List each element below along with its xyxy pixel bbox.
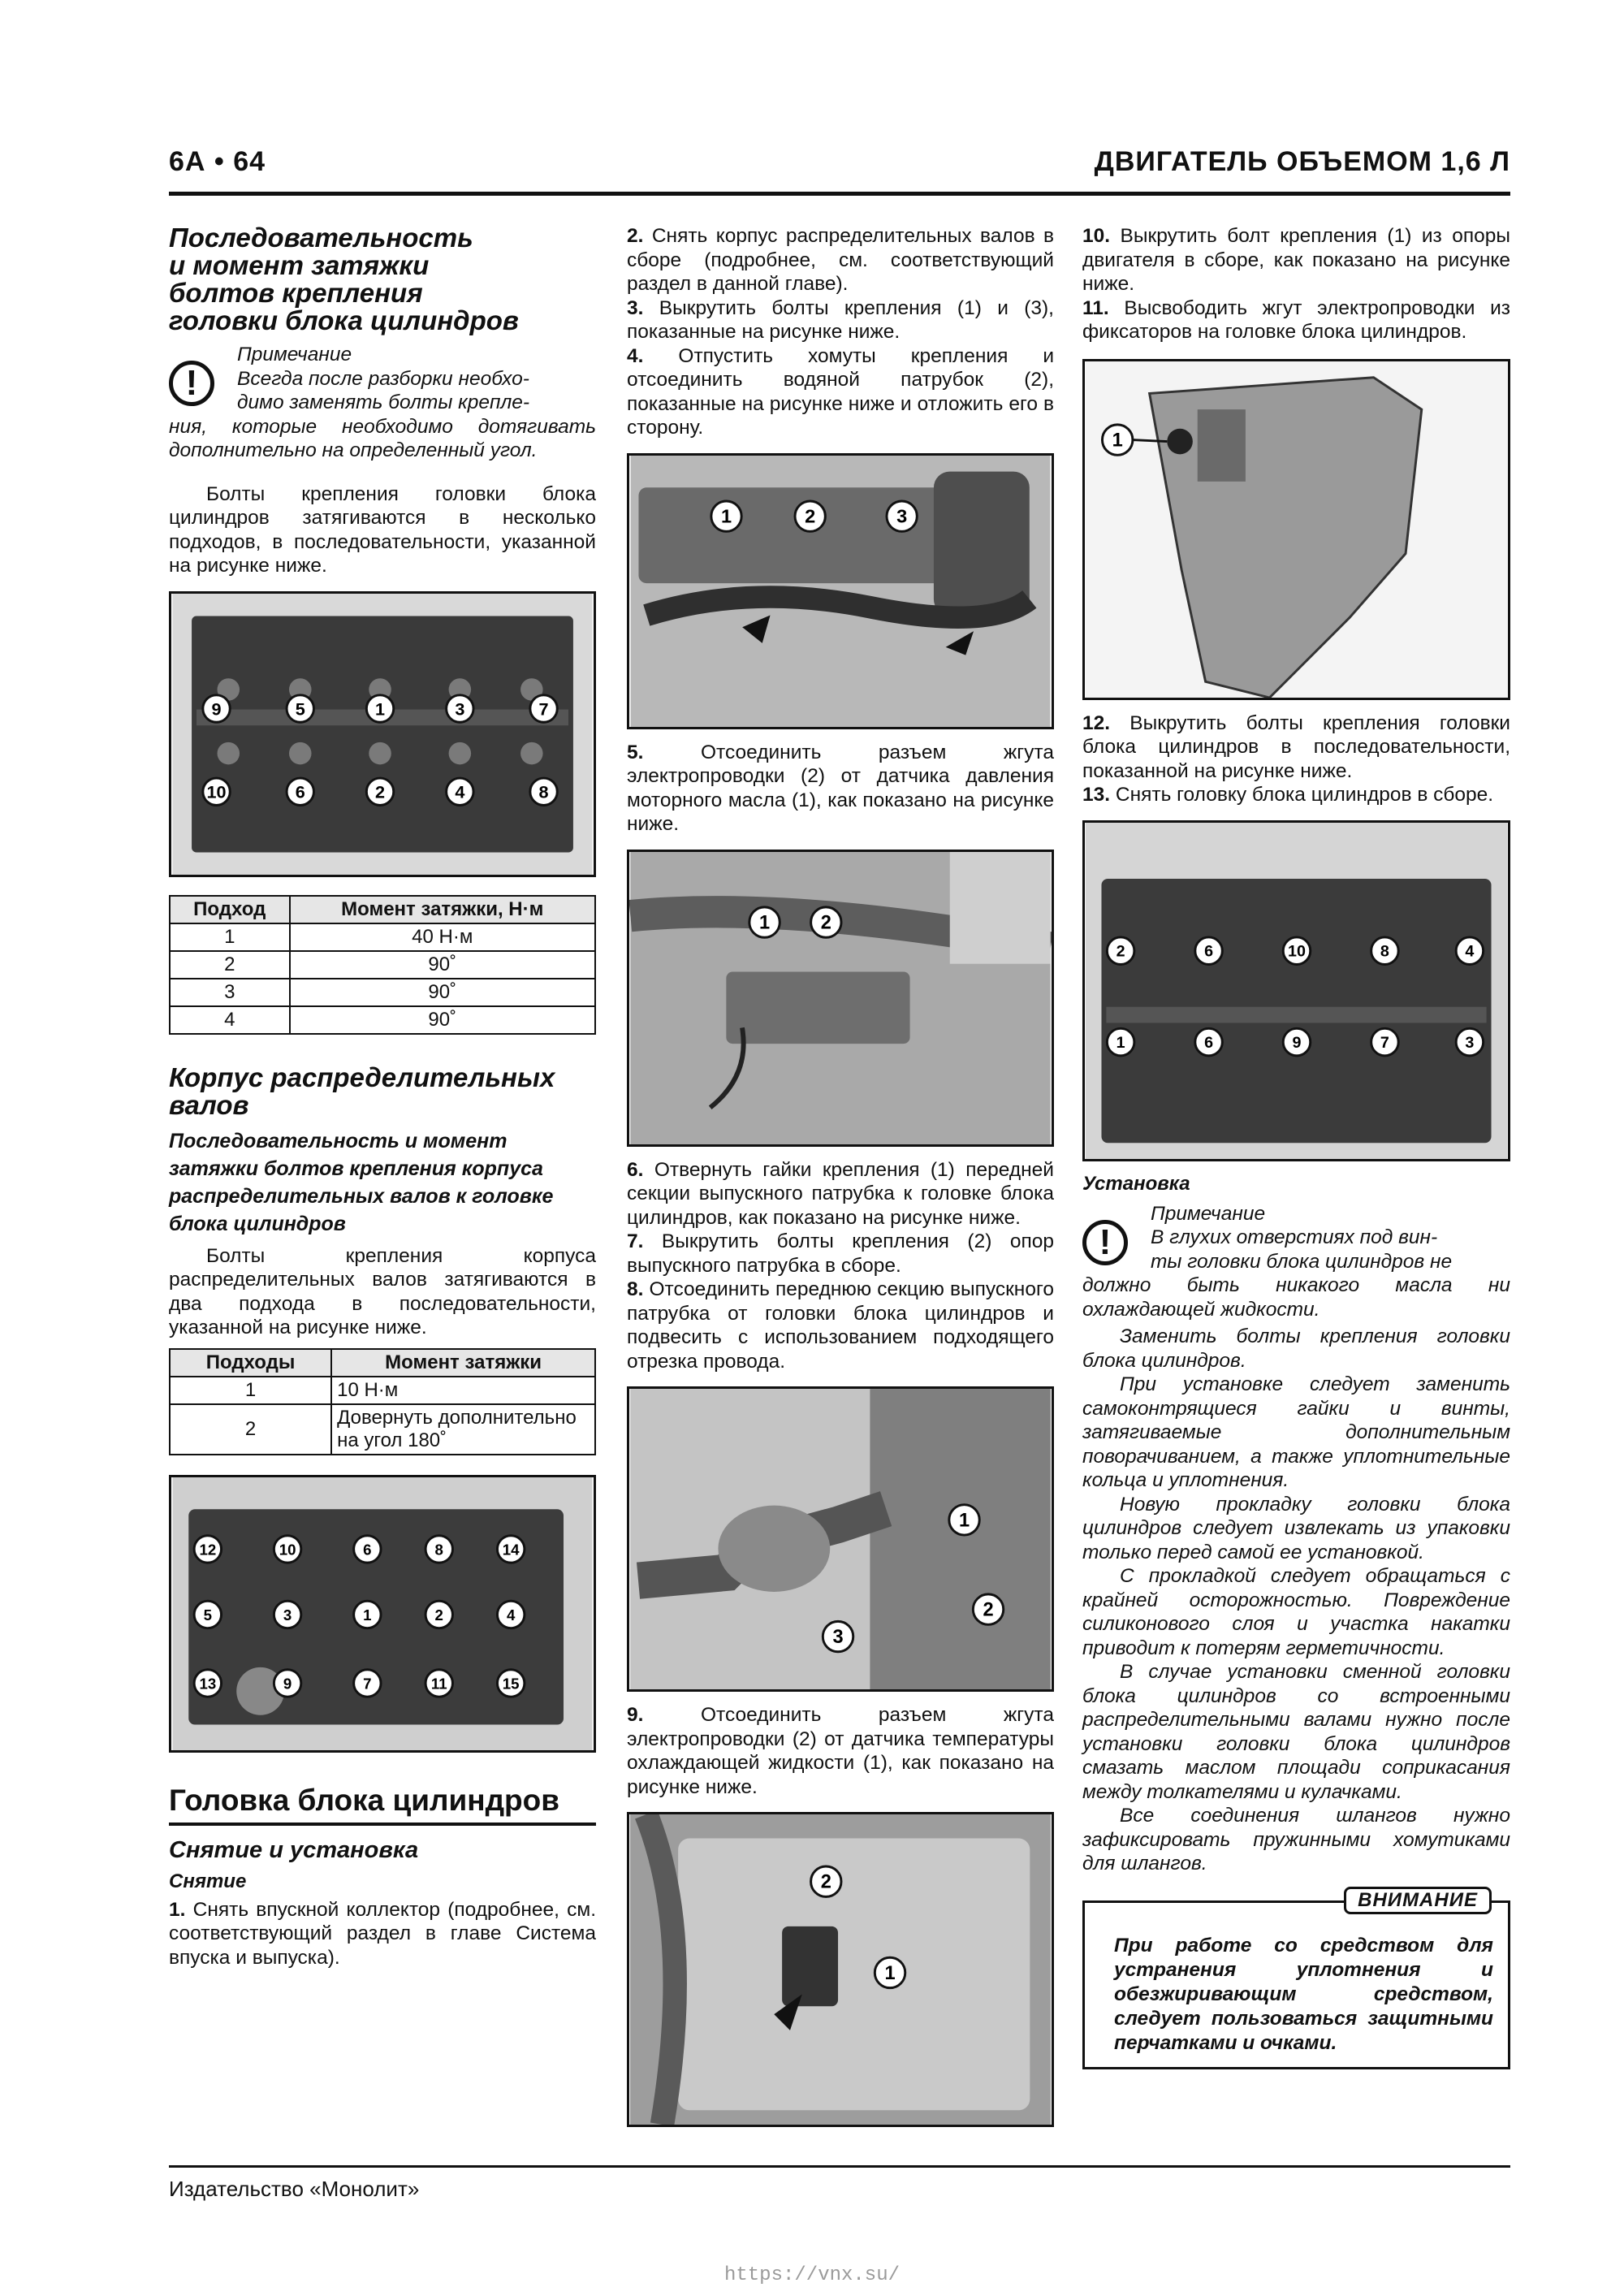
svg-text:10: 10 (1288, 942, 1306, 961)
header-rule (169, 192, 1510, 196)
svg-text:9: 9 (1292, 1033, 1302, 1052)
callout-10 (274, 1535, 300, 1562)
callout-4 (1456, 936, 1484, 964)
svg-text:7: 7 (538, 698, 549, 719)
figure-head-removal-sequence (1082, 820, 1510, 1161)
callout-2 (425, 1601, 452, 1628)
paragraph: С прокладкой следует обращаться с крайней осторожностью. Повреждение силиконового слоя и участка накатки приводит к потерям герметичности. (1082, 1565, 1510, 1659)
svg-text:2: 2 (983, 1599, 994, 1621)
step-8: 8. Отсоединить переднюю секцию выпускного патрубка от головки блока цилиндров и подвесить с использованием подходящего отрезка провода. (627, 1278, 1054, 1373)
callout-12 (194, 1535, 221, 1562)
callout-2 (1107, 936, 1134, 964)
callout-2 (811, 906, 841, 936)
svg-text:8: 8 (1380, 942, 1389, 961)
figure-coolant-temp-sensor (627, 1812, 1054, 2127)
svg-text:4: 4 (1465, 942, 1475, 961)
watermark-url[interactable]: https://vnx.su/ (723, 2264, 901, 2286)
step-9: 9. Отсоединить разъем жгута электропроводки (2) от датчика температуры охлаждающей жидкости (1), как показано на рисунке ниже. (627, 1704, 1054, 1798)
svg-text:9: 9 (211, 698, 222, 719)
figure-engine-mount (1082, 359, 1510, 700)
svg-text:1: 1 (1116, 1033, 1125, 1052)
section-title-cylinder-head: Головка блока цилиндров (169, 1783, 559, 1817)
attention-label: ВНИМАНИЕ (1344, 1887, 1492, 1914)
svg-text:6: 6 (1204, 942, 1214, 961)
svg-text:1: 1 (958, 1510, 970, 1532)
callout-6 (287, 778, 313, 805)
table-row: 2 90˚ (170, 951, 595, 979)
callout-7 (1371, 1028, 1399, 1056)
attention-text: При работе со средством для устранения уплотнения и обезжиривающим средством, следует пользоваться защитными перчатками и очками. (1114, 1934, 1493, 2054)
callout-1 (354, 1601, 381, 1628)
callout-3 (1456, 1028, 1484, 1056)
callout-2 (973, 1594, 1003, 1624)
svg-text:2: 2 (434, 1606, 443, 1624)
column-1 (169, 224, 596, 1970)
svg-text:2: 2 (805, 505, 816, 527)
svg-text:5: 5 (295, 698, 305, 719)
warning-exclamation-icon: ! (1082, 1220, 1128, 1265)
publisher-footer: Издательство «Монолит» (169, 2177, 420, 2201)
table-row: 1 10 Н·м (170, 1377, 595, 1404)
torque-table-camshaft: Подходы Момент затяжки 1 10 Н·м 2 Довернуть дополнительно на угол 180˚ (169, 1348, 596, 1455)
svg-text:3: 3 (455, 698, 465, 719)
table-row: 2 Довернуть дополнительно на угол 180˚ (170, 1404, 595, 1455)
svg-text:5: 5 (203, 1606, 213, 1624)
step-10: 10. Выкрутить болт крепления (1) из опоры двигателя в сборе, как показано на рисунке ниже. (1082, 225, 1510, 295)
callout-7 (354, 1669, 381, 1696)
note-block: ! Примечание В глухих отверстиях под вин- ты головки блока цилиндров не должно быть никакого масла ни охлаждающей жидкости. (1082, 1202, 1510, 1321)
attention-box (1082, 1888, 1510, 2069)
callout-9 (274, 1669, 300, 1696)
note-block: ! Примечание Всегда после разборки необхо- димо заменять болты крепле- ния, которые необходимо дотягивать дополнительно на определенный угол. (169, 344, 596, 461)
callout-1 (1107, 1028, 1134, 1056)
figure-oil-pressure-sensor (627, 850, 1054, 1147)
subsection-title: Последовательность и момент затяжки болтов крепления корпуса распределительных валов к головке блока цилиндров (169, 1129, 554, 1235)
step-12: 12. Выкрутить болты крепления головки блока цилиндров в последовательности, показанной на рисунке ниже. (1082, 711, 1510, 782)
page-number: 6А • 64 (169, 146, 266, 177)
figure-camshaft-bolts-sequence (169, 1475, 596, 1753)
svg-text:9: 9 (283, 1674, 292, 1692)
figure-water-pipe (627, 453, 1054, 729)
paragraph: Болты крепления корпуса распределительных валов затягиваются в два подхода в последовательности, указанной на рисунке ниже. (169, 1244, 596, 1338)
callout-1 (1102, 424, 1132, 454)
svg-text:2: 2 (820, 1871, 831, 1893)
section-rule (169, 1823, 596, 1826)
paragraph: При установке следует заменить самоконтрящиеся гайки и винты, затягиваемые дополнительным поворачиванием, а также уплотнительные кольца и уплотнения. (1082, 1373, 1510, 1491)
table-row: 3 90˚ (170, 979, 595, 1006)
svg-text:13: 13 (199, 1674, 217, 1692)
svg-text:7: 7 (363, 1674, 372, 1692)
callout-4 (497, 1601, 524, 1628)
subsection-removal-install: Снятие и установка (169, 1836, 419, 1863)
footer-rule (169, 2165, 1510, 2168)
svg-text:2: 2 (375, 781, 386, 802)
callout-5 (287, 694, 313, 721)
subsection-removal: Снятие (169, 1870, 247, 1892)
section-title-torque: Последовательность и момент затяжки болтов крепления головки блока цилиндров (169, 223, 519, 335)
figure-exhaust-pipe (627, 1386, 1054, 1692)
column-3 (1082, 224, 1510, 2069)
svg-text:8: 8 (434, 1540, 443, 1558)
svg-text:6: 6 (363, 1540, 372, 1558)
step-4: 4. Отпустить хомуты крепления и отсоединить водяной патрубок (2), показанные на рисунке ниже и отложить его в сторону. (627, 344, 1054, 439)
paragraph: Болты крепления головки блока цилиндров затягиваются в несколько подходов, в последовательности, указанной на рисунке ниже. (169, 482, 596, 577)
step-13: 13. Снять головку блока цилиндров в сборе. (1082, 784, 1494, 806)
step-3: 3. Выкрутить болты крепления (1) и (3), показанные на рисунке ниже. (627, 296, 1054, 343)
callout-9 (1283, 1028, 1311, 1056)
svg-text:10: 10 (279, 1540, 296, 1558)
svg-text:1: 1 (758, 911, 771, 933)
paragraph: В случае установки сменной головки блока цилиндров со встроенными распределительными валами нужно после установки головки блока цилиндров смазать маслом площади соприкасания между толкателями и кулачками. (1082, 1661, 1510, 1803)
svg-text:14: 14 (502, 1540, 520, 1558)
callout-9 (203, 694, 230, 721)
callout-14 (497, 1535, 524, 1562)
callout-11 (425, 1669, 452, 1696)
step-5: 5. Отсоединить разъем жгута электропроводки (2) от датчика давления моторного масла (1), как показано на рисунке ниже. (627, 741, 1054, 835)
callout-15 (497, 1669, 524, 1696)
callout-8 (1371, 936, 1399, 964)
step-1: 1. Снять впускной коллектор (подробнее, см. соответствующий раздел в главе Система впуска и выпуска). (169, 1898, 597, 1969)
callout-1 (949, 1505, 979, 1535)
section-title-camshaft-housing: Корпус распределительных валов (169, 1062, 555, 1120)
callout-3 (274, 1601, 300, 1628)
svg-text:6: 6 (295, 781, 305, 802)
svg-text:4: 4 (506, 1606, 516, 1624)
svg-text:1: 1 (363, 1606, 372, 1624)
callout-7 (530, 694, 557, 721)
callout-10 (1283, 936, 1311, 964)
step-2: 2. Снять корпус распределительных валов в сборе (подробнее, см. соответствующий раздел в данной главе). (627, 225, 1055, 295)
svg-text:10: 10 (206, 781, 227, 802)
table-row: 4 90˚ (170, 1006, 595, 1034)
svg-text:1: 1 (1112, 429, 1123, 451)
callout-1 (749, 906, 780, 936)
callout-6b (1195, 1028, 1223, 1056)
callout-5 (194, 1601, 221, 1628)
callout-6 (354, 1535, 381, 1562)
svg-text:1: 1 (375, 698, 386, 719)
subsection-installation: Установка (1082, 1172, 1190, 1195)
svg-text:6: 6 (1204, 1033, 1214, 1052)
svg-text:15: 15 (502, 1674, 520, 1692)
step-11: 11. Высвободить жгут электропроводки из фиксаторов на головке блока цилиндров. (1082, 296, 1511, 343)
paragraph: Заменить болты крепления головки блока цилиндров. (1082, 1325, 1510, 1372)
callout-1 (711, 500, 741, 530)
step-6: 6. Отвернуть гайки крепления (1) передней секции выпускного патрубка к головке блока цилиндров, как показано на рисунке ниже. (627, 1158, 1054, 1229)
svg-text:8: 8 (538, 781, 549, 802)
svg-text:3: 3 (832, 1626, 844, 1648)
column-2 (627, 224, 1054, 2127)
callout-1 (875, 1957, 905, 1987)
callout-2 (366, 778, 393, 805)
torque-table-head: Подход Момент затяжки, Н·м 1 40 Н·м 2 90˚ 3 90˚ 4 90˚ (169, 895, 596, 1035)
callout-2 (795, 500, 825, 530)
callout-3 (823, 1621, 853, 1651)
svg-text:3: 3 (283, 1606, 292, 1624)
svg-text:12: 12 (199, 1540, 217, 1558)
svg-text:4: 4 (455, 781, 465, 802)
callout-8 (530, 778, 557, 805)
table-row: 1 40 Н·м (170, 923, 595, 951)
paragraph: Новую прокладку головки блока цилиндров следует извлекать из упаковки только перед самой ее установкой. (1082, 1493, 1510, 1563)
callout-13 (194, 1669, 221, 1696)
callout-3 (887, 500, 917, 530)
svg-text:2: 2 (820, 911, 831, 933)
step-7: 7. Выкрутить болты крепления (2) опор выпускного патрубка в сборе. (627, 1230, 1054, 1277)
svg-text:11: 11 (430, 1674, 447, 1692)
figure-head-bolts-sequence (169, 591, 596, 877)
svg-text:1: 1 (720, 505, 732, 527)
chapter-title: ДВИГАТЕЛЬ ОБЪЕМОМ 1,6 Л (1094, 146, 1510, 177)
svg-text:3: 3 (896, 505, 908, 527)
warning-exclamation-icon: ! (169, 361, 214, 406)
callout-2 (811, 1866, 841, 1896)
svg-text:7: 7 (1380, 1033, 1389, 1052)
callout-8 (425, 1535, 452, 1562)
callout-3 (447, 694, 473, 721)
svg-text:1: 1 (884, 1962, 896, 1984)
callout-1 (366, 694, 393, 721)
svg-text:3: 3 (1465, 1033, 1475, 1052)
svg-text:2: 2 (1116, 942, 1125, 961)
callout-4 (447, 778, 473, 805)
paragraph: Все соединения шлангов нужно зафиксировать пружинными хомутиками для шлангов. (1082, 1805, 1510, 1874)
callout-6 (1195, 936, 1223, 964)
callout-10 (203, 778, 230, 805)
